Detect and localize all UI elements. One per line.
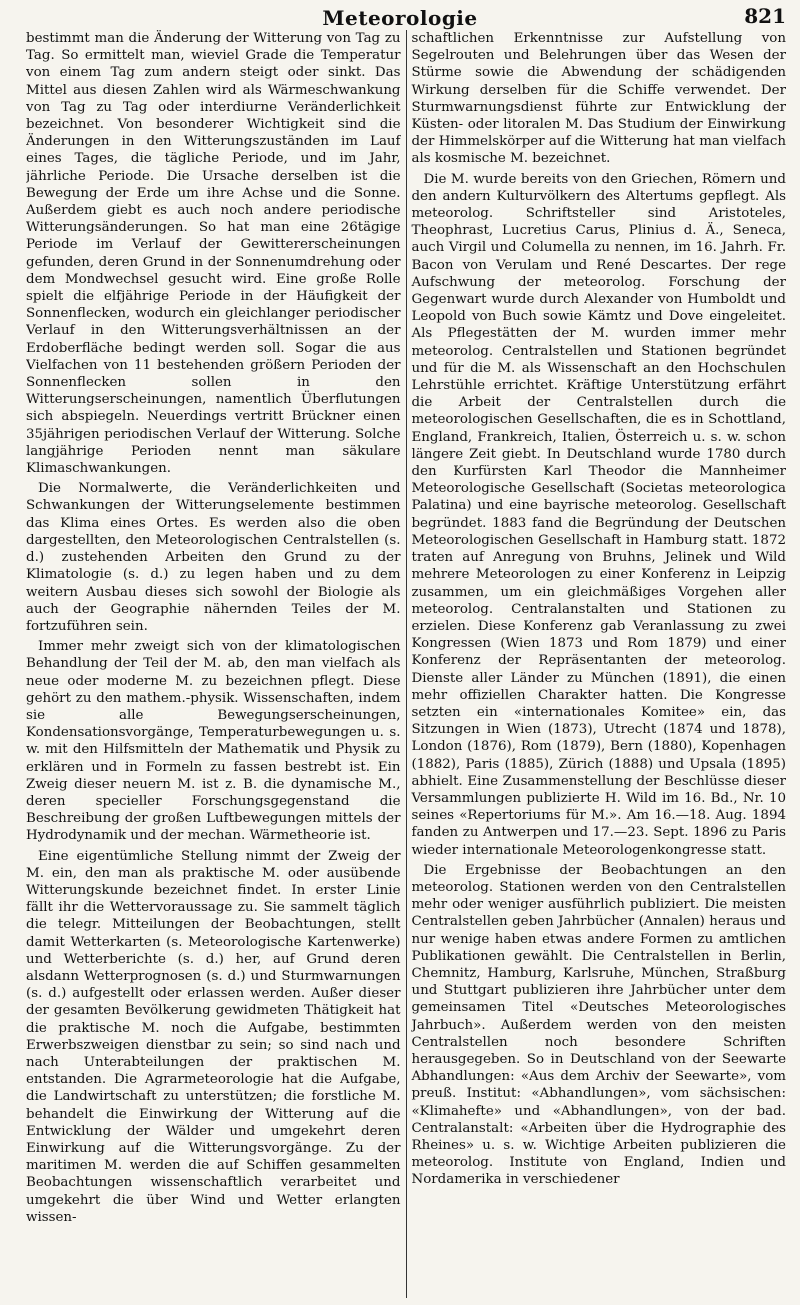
paragraph: Die Normalwerte, die Veränderlichkeiten und Schwankungen der Witterungselemente bestimmen das Klima eines Ortes. Es werden also die oben dargestellten, den Meteorologischen Centralstellen (s. d.) zustehenden Arbeiten den Grund zu der Klimatologie (s. d.) zu legen haben und zu dem weitern Ausbau dieses sich sowohl der Biologie als auch der Geographie nähernden Teiles der M. fortzuführen sein. [26,481,401,634]
left-column [26,30,401,1298]
right-column [411,30,786,1298]
paragraph: Die M. wurde bereits von den Griechen, Römern und den andern Kulturvölkern des Altertums gepflegt. Als meteorolog. Schriftsteller sind Aristoteles, Theophrast, Lucretius Carus, Plinius d. Ä., Seneca, auch Virgil und Columella zu nennen, im 16. Jahrh. Fr. Bacon von Verulam und René Descartes. Der rege Aufschwung der meteorolog. Forschung der Gegenwart wurde durch Alexander von Humboldt und Leopold von Buch sowie Kämtz und Dove eingeleitet. Als Pflegestätten der M. wurden immer mehr meteorolog. Centralstellen und Stationen begründet und für die M. als Wissenschaft an den Hochschulen Lehrstühle errichtet. Kräftige Unterstützung erfährt die Arbeit der Centralstellen durch die meteorologischen Gesellschaften, die es in Schottland, England, Frankreich, Italien, Österreich u. s. w. schon längere Zeit giebt. In Deutschland wurde 1780 durch den Kurfürsten Karl Theodor die Mannheimer Meteorologische Gesellschaft (Societas meteorologica Palatina) und eine bayrische meteorolog. Gesellschaft begründet. 1883 fand die Begründung der Deutschen Meteorologischen Gesellschaft in Hamburg statt. 1872 traten auf Anregung von Bruhns, Jelinek und Wild mehrere Meteorologen zu einer Konferenz in Leipzig zusammen, um ein gleichmäßiges Vorgehen aller meteorolog. Centralanstalten und Stationen zu erzielen. Diese Konferenz gab Veranlassung zu zwei Kongressen (Wien 1873 und Rom 1879) und einer Konferenz der Repräsentanten der meteorolog. Dienste aller Länder zu München (1891), die einen mehr offiziellen Charakter hatten. Die Kongresse setzten ein «internationales Komitee» ein, das Sitzungen in Wien (1873), Utrecht (1874 und 1878), London (1876), Rom (1879), Bern (1880), Kopenhagen (1882), Paris (1885), Zürich (1888) und Upsala (1895) abhielt. Eine Zusammenstellung der Beschlüsse dieser Versammlungen publizierte H. Wild im 16. Bd., Nr. 10 seines «Repertoriums für M.». Am 16.—18. Aug. 1894 fanden zu Antwerpen und 17.—23. Sept. 1896 zu Paris wieder internationale Meteorologenkongresse statt. [411,171,786,858]
text-columns [26,30,786,1298]
running-head-title: Meteorologie [322,6,478,30]
paragraph: Immer mehr zweigt sich von der klimatologischen Behandlung der Teil der M. ab, den man vielfach als neue oder moderne M. zu bezeichnen pflegt. Diese gehört zu den mathem.-physik. Wissenschaften, indem sie alle Bewegungserscheinungen, Kondensationsvorgänge, Temperaturbewegungen u. s. w. mit den Hilfsmitteln der Mathematik und Physik zu erklären und in Formeln zu fassen bestrebt ist. Ein Zweig dieser neuern M. ist z. B. die dynamische M., deren specieller Forschungsgegenstand die Beschreibung der großen Luftbewegungen mittels der Hydrodynamik und der mechan. Wärmetheorie ist. [26,639,401,844]
paragraph: bestimmt man die Änderung der Witterung von Tag zu Tag. So ermittelt man, wieviel Grade die Temperatur von einem Tag zum andern steigt oder sinkt. Das Mittel aus diesen Zahlen wird als Wärmeschwankung von Tag zu Tag oder interdiurne Veränderlichkeit bezeichnet. Von besonderer Wichtigkeit sind die Änderungen in den Witterungszuständen im Lauf eines Tages, die tägliche Periode, und im Jahr, jährliche Periode. Die Ursache derselben ist die Bewegung der Erde um ihre Achse und die Sonne. Außerdem giebt es auch noch andere periodische Witterungsänderungen. So hat man eine 26tägige Periode im Verlauf der Gewittererscheinungen gefunden, deren Grund in der Sonnenumdrehung oder dem Mondwechsel gesucht wird. Eine große Rolle spielt die elfjährige Periode in der Häufigkeit der Sonnenflecken, wodurch ein gleichlanger periodischer Verlauf in den Witterungsverhältnissen an der Erdoberfläche bedingt werden soll. Sogar die aus Vielfachen von 11 bestehenden größern Perioden der Sonnenflecken sollen in den Witterungserscheinungen, namentlich Überflutungen sich abspiegeln. Neuerdings vertritt Brückner einen 35jährigen periodischen Verlauf der Witterung. Solche langjährige Perioden nennt man säkulare Klimaschwankungen. [26,31,401,477]
paragraph: schaftlichen Erkenntnisse zur Aufstellung von Segelrouten und Belehrungen über das Wesen der Stürme sowie die Abwendung der schädigenden Wirkung derselben für die Schiffe verwendet. Der Sturmwarnungsdienst führte zur Entwicklung der Küsten- oder litoralen M. Das Studium der Einwirkung der Himmelskörper auf die Witterung hat man vielfach als kosmische M. bezeichnet. [411,31,786,167]
paragraph: Eine eigentümliche Stellung nimmt der Zweig der M. ein, den man als praktische M. oder ausübende Witterungskunde bezeichnet findet. In erster Linie fällt ihr die Wettervoraussage zu. Sie sammelt täglich die telegr. Mitteilungen der Beobachtungen, stellt damit Wetterkarten (s. Meteorologische Kartenwerke) und Wetterberichte (s. d.) her, auf Grund deren alsdann Wetterprognosen (s. d.) und Sturmwarnungen (s. d.) aufgestellt oder erlassen werden. Außer dieser der gesamten Bevölkerung gewidmeten Thätigkeit hat die praktische M. noch die Aufgabe, bestimmten Erwerbszweigen dienstbar zu sein; so sind nach und nach Unterabteilungen der praktischen M. entstanden. Die Agrarmeteorologie hat die Aufgabe, die Landwirtschaft zu unterstützen; die forstliche M. behandelt die Einwirkung der Witterung auf die Entwicklung der Wälder und umgekehrt deren Einwirkung auf die Witterungsvorgänge. Zu der maritimen M. werden die auf Schiffen gesammelten Beobachtungen wissenschaftlich verarbeitet und umgekehrt die über Wind und Wetter erlangten wissen- [26,848,401,1225]
page-header [0,0,800,30]
page-number: 821 [744,4,786,28]
paragraph: Die Ergebnisse der Beobachtungen an den meteorolog. Stationen werden von den Centralstellen mehr oder weniger ausführlich publiziert. Die meisten Centralstellen geben Jahrbücher (Annalen) heraus und nur wenige haben etwas andere Formen zu amtlichen Publikationen gewählt. Die Centralstellen in Berlin, Chemnitz, Hamburg, Karlsruhe, München, Straßburg und Stuttgart publizieren ihre Jahrbücher unter dem gemeinsamen Titel «Deutsches Meteorologisches Jahrbuch». Außerdem werden von den meisten Centralstellen noch besondere Schriften herausgegeben. So in Deutschland von der Seewarte Abhandlungen: «Aus dem Archiv der Seewarte», vom preuß. Institut: «Abhandlungen», vom sächsischen: «Klimahefte» und «Abhandlungen», von der bad. Centralanstalt: «Arbeiten über die Hydrographie des Rheines» u. s. w. Wichtige Arbeiten publizieren die meteorolog. Institute von England, Indien und Nordamerika in verschiedener [411,862,786,1188]
column-divider [406,30,407,1298]
